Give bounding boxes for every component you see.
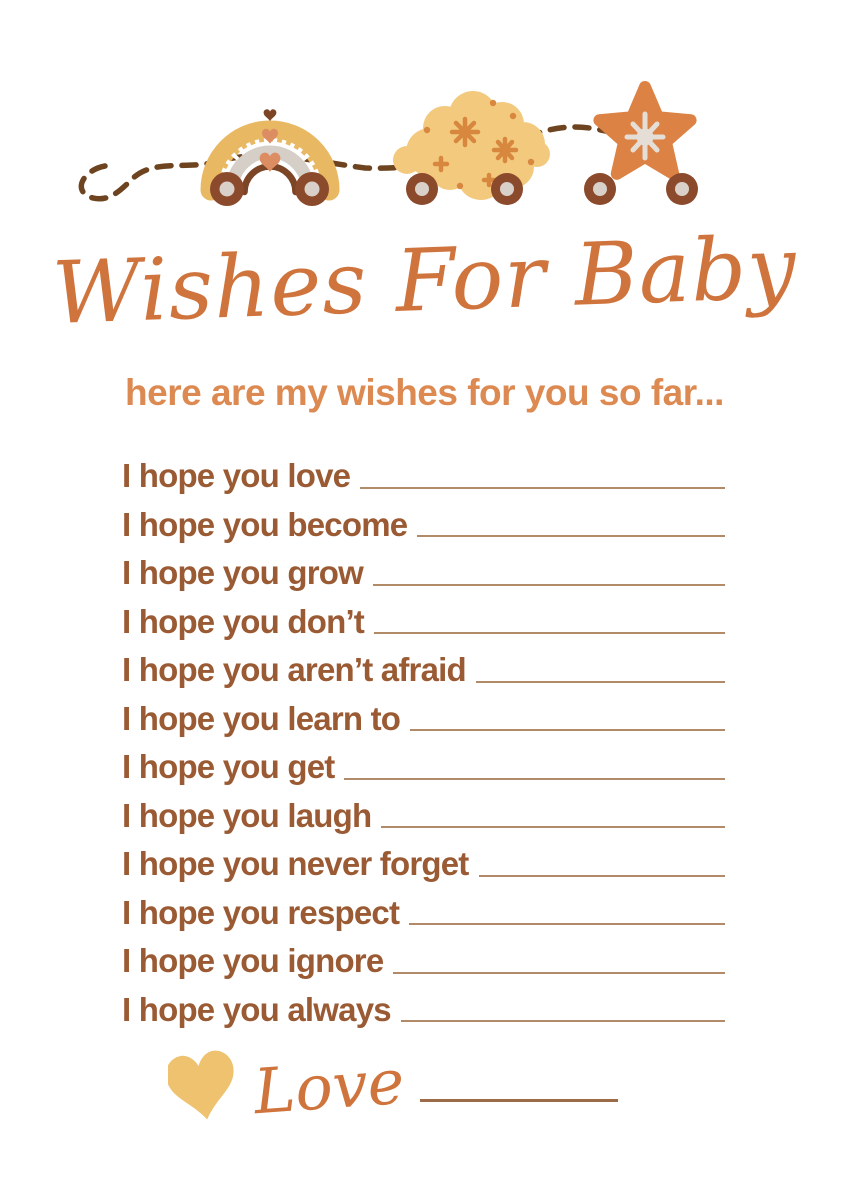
wish-blank-line	[393, 972, 725, 974]
signature-row	[168, 1046, 618, 1128]
wish-row	[122, 885, 725, 934]
wish-label: I hope you respect	[122, 893, 400, 931]
wish-blank-line	[401, 1020, 725, 1022]
wish-label: I hope you always	[122, 990, 391, 1028]
wish-label: I hope you don’t	[122, 602, 364, 640]
wish-label: I hope you never forget	[122, 845, 469, 883]
toy-train-illustration	[65, 40, 765, 230]
wish-row	[122, 836, 725, 885]
star-wheels-icon	[584, 173, 698, 205]
wish-blank-line	[410, 729, 725, 731]
page-subtitle: here are my wishes for you so far...	[125, 372, 724, 413]
rainbow-wheels-icon	[210, 172, 329, 206]
wish-label: I hope you ignore	[122, 942, 384, 980]
cloud-toy-icon	[393, 91, 550, 205]
heart-icon	[168, 1046, 236, 1128]
wish-row	[122, 788, 725, 837]
wish-label: I hope you get	[122, 748, 335, 786]
wish-row	[122, 933, 725, 982]
wish-row	[122, 448, 725, 497]
wish-row	[122, 545, 725, 594]
wish-blank-line	[476, 681, 725, 683]
wish-blank-line	[381, 826, 725, 828]
wish-blank-line	[374, 632, 725, 634]
star-toy-icon	[584, 87, 698, 205]
wish-blank-line	[479, 875, 726, 877]
wish-row	[122, 982, 725, 1031]
wish-label: I hope you love	[122, 457, 351, 495]
wish-blank-line	[409, 923, 725, 925]
wish-list	[122, 448, 725, 1030]
wish-row	[122, 497, 725, 546]
wish-row	[122, 691, 725, 740]
wish-label: I hope you aren’t afraid	[122, 651, 466, 689]
wish-label: I hope you learn to	[122, 699, 401, 737]
wish-row	[122, 739, 725, 788]
signature-blank-line	[420, 1099, 618, 1102]
wish-label: I hope you become	[122, 505, 408, 543]
wish-blank-line	[344, 778, 725, 780]
wish-label: I hope you laugh	[122, 796, 372, 834]
wish-blank-line	[417, 535, 725, 537]
wish-blank-line	[360, 487, 725, 489]
page-title: Wishes For Baby	[50, 218, 799, 344]
wish-label: I hope you grow	[122, 554, 363, 592]
love-label: Love	[251, 1044, 407, 1129]
wish-row	[122, 594, 725, 643]
wish-row	[122, 642, 725, 691]
wish-blank-line	[373, 584, 725, 586]
rainbow-toy-icon	[210, 109, 329, 206]
